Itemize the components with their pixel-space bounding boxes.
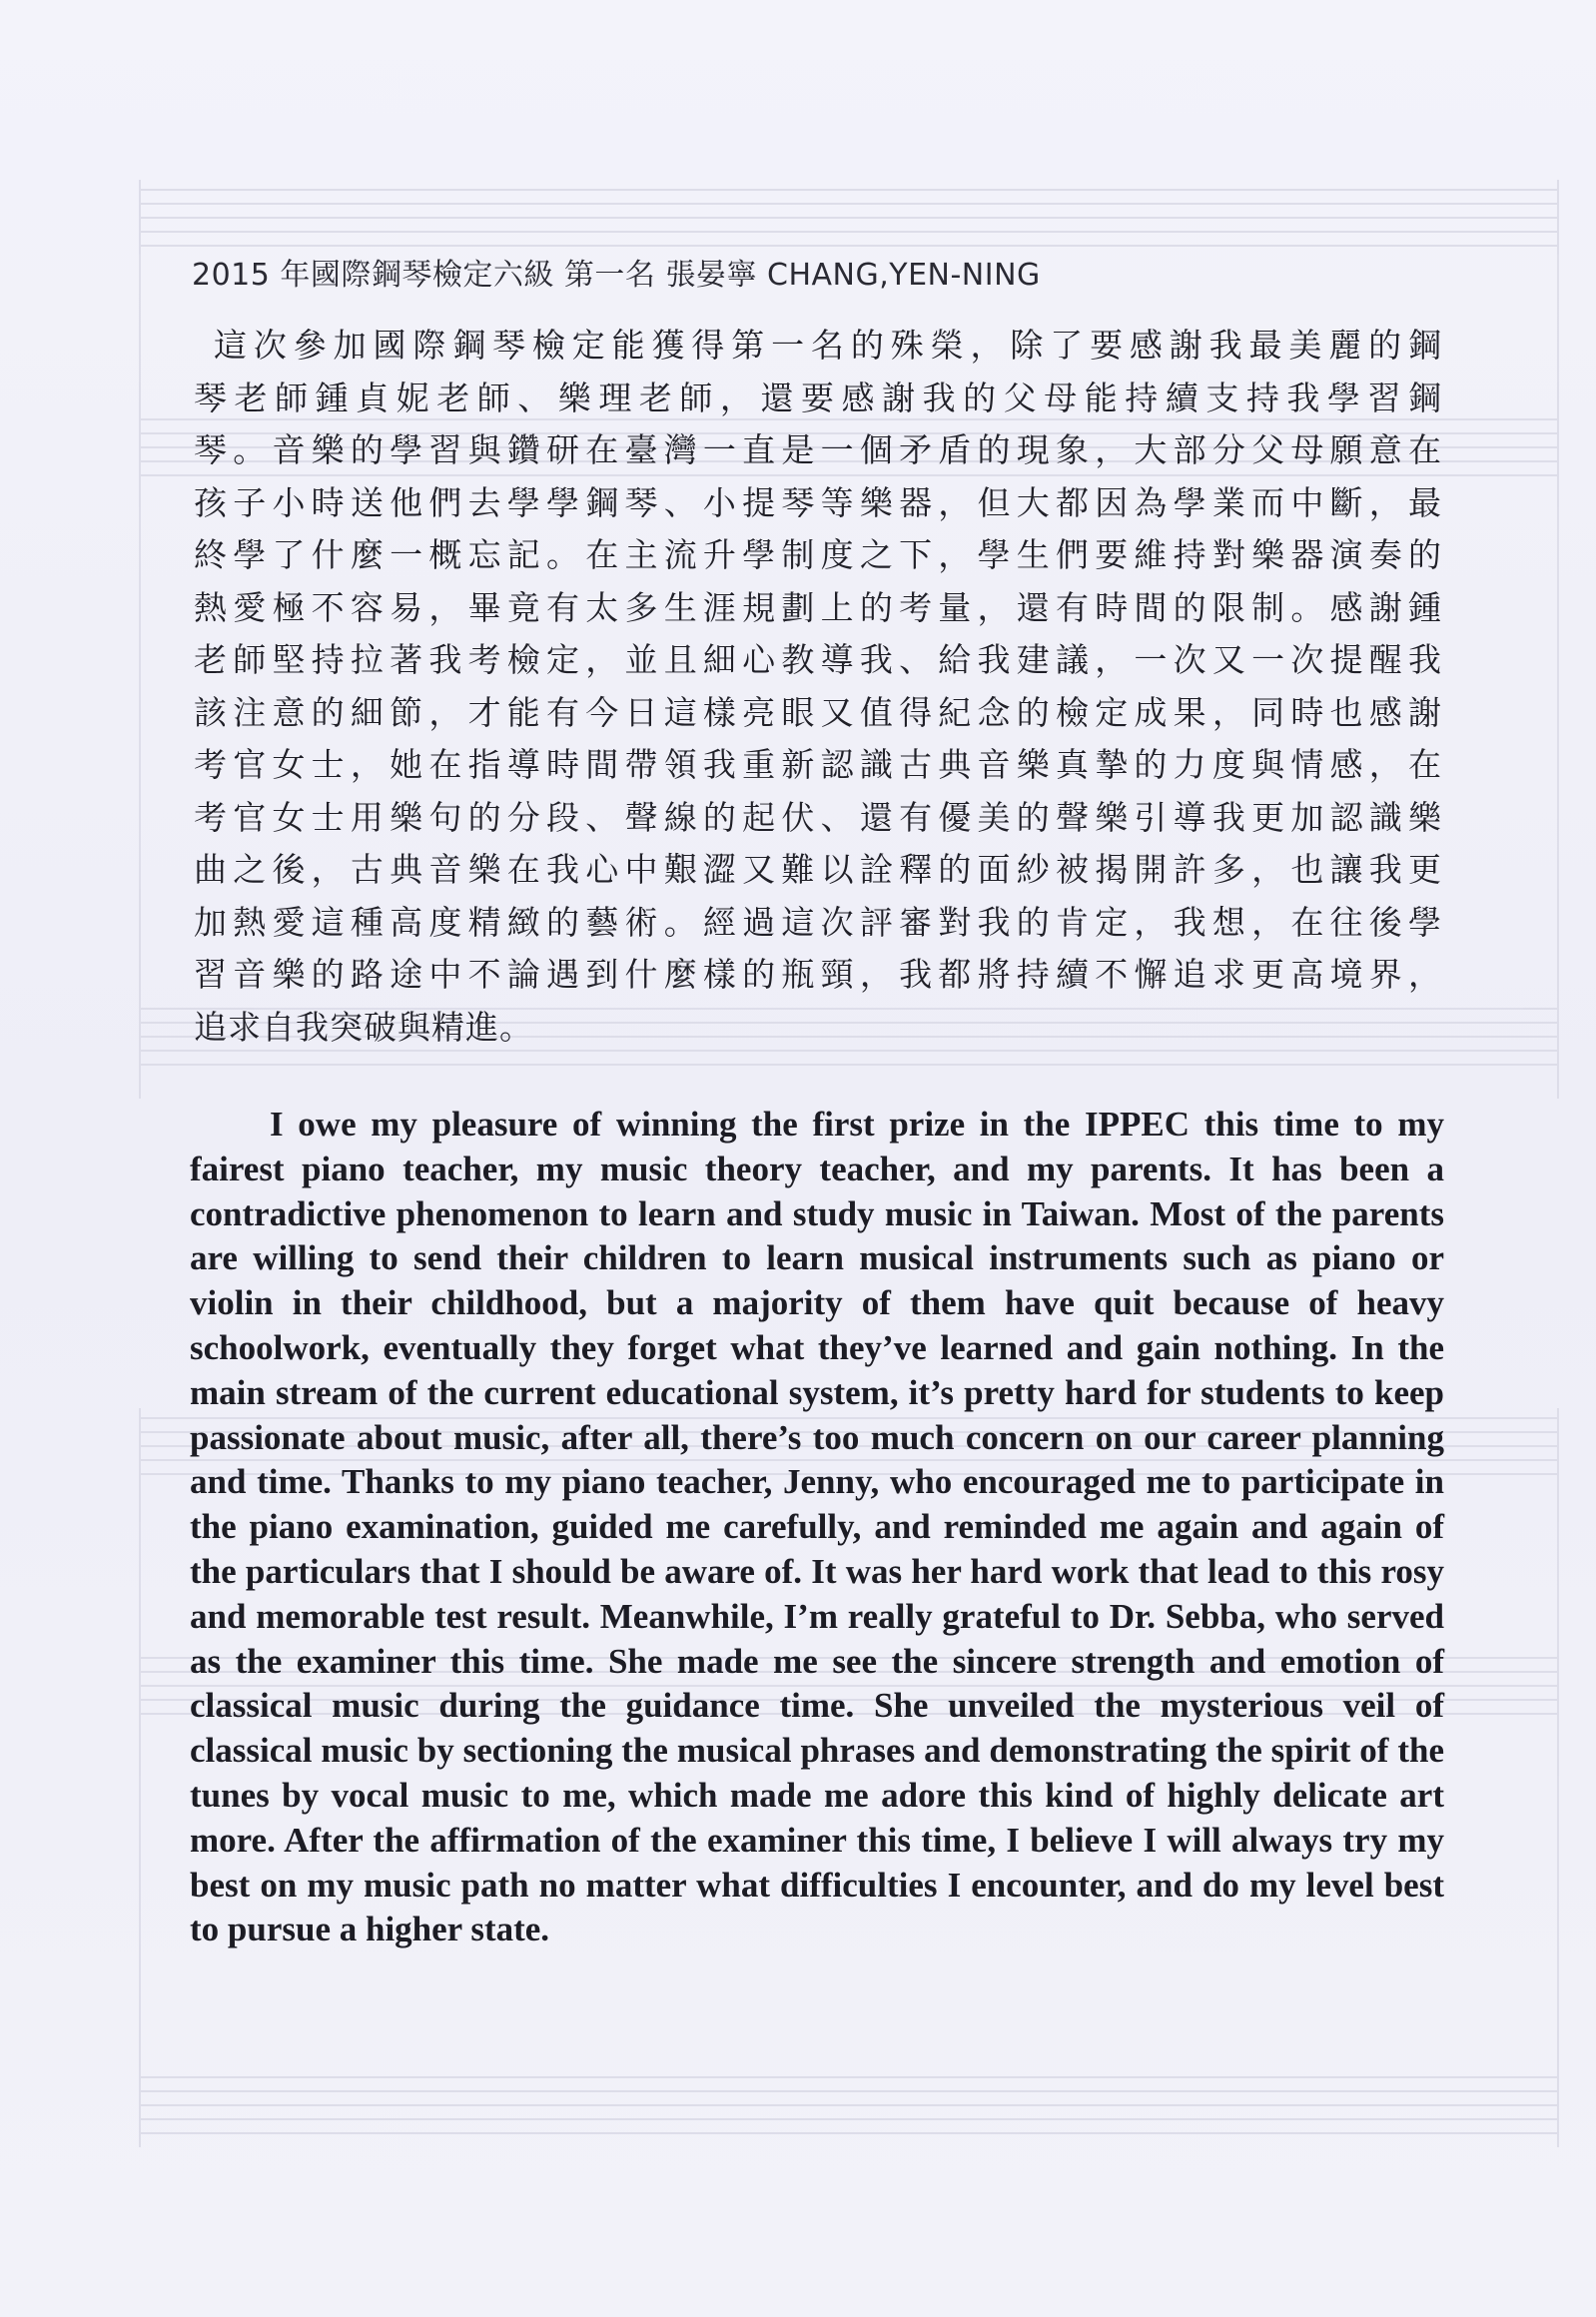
chinese-line: 這次參加國際鋼琴檢定能獲得第一名的殊榮，除了要感謝我最美麗的鋼 [214,326,1442,365]
english-paragraph: I owe my pleasure of winning the first prize in the IPPEC this time to my fairest piano teacher, my music theory teacher, and my parents. It has been a contradictive phenomenon to learn and study music in Taiwan. Most of the parents are willing to send their children to learn musical instruments such as piano or violin in their childhood, but a majority of them have quit because of heavy schoolwork, eventually they forget what they’ve learned and gain nothing. In the main stream of the current educational system, it’s pretty hard for students to keep passionate about music, after all, there’s too much concern on our career planning and time. Thanks to my piano teacher, Jenny, who encouraged me to participate in the piano examination, guided me carefully, and reminded me again and again of the particulars that I should be aware of. It was her hard work that lead to this rosy and memorable test result. Meanwhile, I’m really grateful to Dr. Sebba, who served as the examiner this time. She made me see the sincere strength and emotion of classical music during the guidance time. She unveiled the mysterious veil of classical music by sectioning the musical phrases and demonstrating the spirit of the tunes by vocal music to me, which made me adore this kind of highly delicate art more. After the affirmation of the examiner this time, I believe I will always try my best on my music path no matter what difficulties I encounter, and do my level best to pursue a higher state. [190,1105,1444,1949]
chinese-line: 曲之後，古典音樂在我心中艱澀又難以詮釋的面紗被揭開許多，也讓我更 [194,850,1442,889]
chinese-line: 琴。音樂的學習與鑽研在臺灣一直是一個矛盾的現象，大部分父母願意在 [194,430,1442,469]
chinese-line: 習音樂的路途中不論遇到什麼樣的瓶頸，我都將持續不懈追求更高境界， [194,955,1442,994]
chinese-line: 加熱愛這種高度精緻的藝術。經過這次評審對我的肯定，我想，在往後學 [194,902,1442,942]
chinese-line: 追求自我突破與精進。 [194,1007,533,1047]
page-title: 2015 年國際鋼琴檢定六級 第一名 張晏寧 CHANG,YEN-NING [192,258,1041,293]
chinese-line: 老師堅持拉著我考檢定，並且細心教導我、給我建議，一次又一次提醒我 [194,640,1442,679]
chinese-line: 琴老師鍾貞妮老師、樂理老師，還要感謝我的父母能持續支持我學習鋼 [194,378,1442,417]
chinese-line: 終學了什麼一概忘記。在主流升學制度之下，學生們要維持對樂器演奏的 [194,535,1442,574]
chinese-line: 考官女士，她在指導時間帶領我重新認識古典音樂真摯的力度與情感，在 [194,745,1442,784]
chinese-line: 孩子小時送他們去學學鋼琴、小提琴等樂器，但大都因為學業而中斷，最 [194,482,1442,522]
chinese-line: 該注意的細節，才能有今日這樣亮眼又值得紀念的檢定成果，同時也感謝 [194,692,1442,732]
chinese-paragraph [194,320,1442,1054]
chinese-line: 考官女士用樂句的分段、聲線的起伏、還有優美的聲樂引導我更加認識樂 [194,797,1442,837]
chinese-line: 熱愛極不容易，畢竟有太多生涯規劃上的考量，還有時間的限制。感謝鍾 [194,587,1442,627]
